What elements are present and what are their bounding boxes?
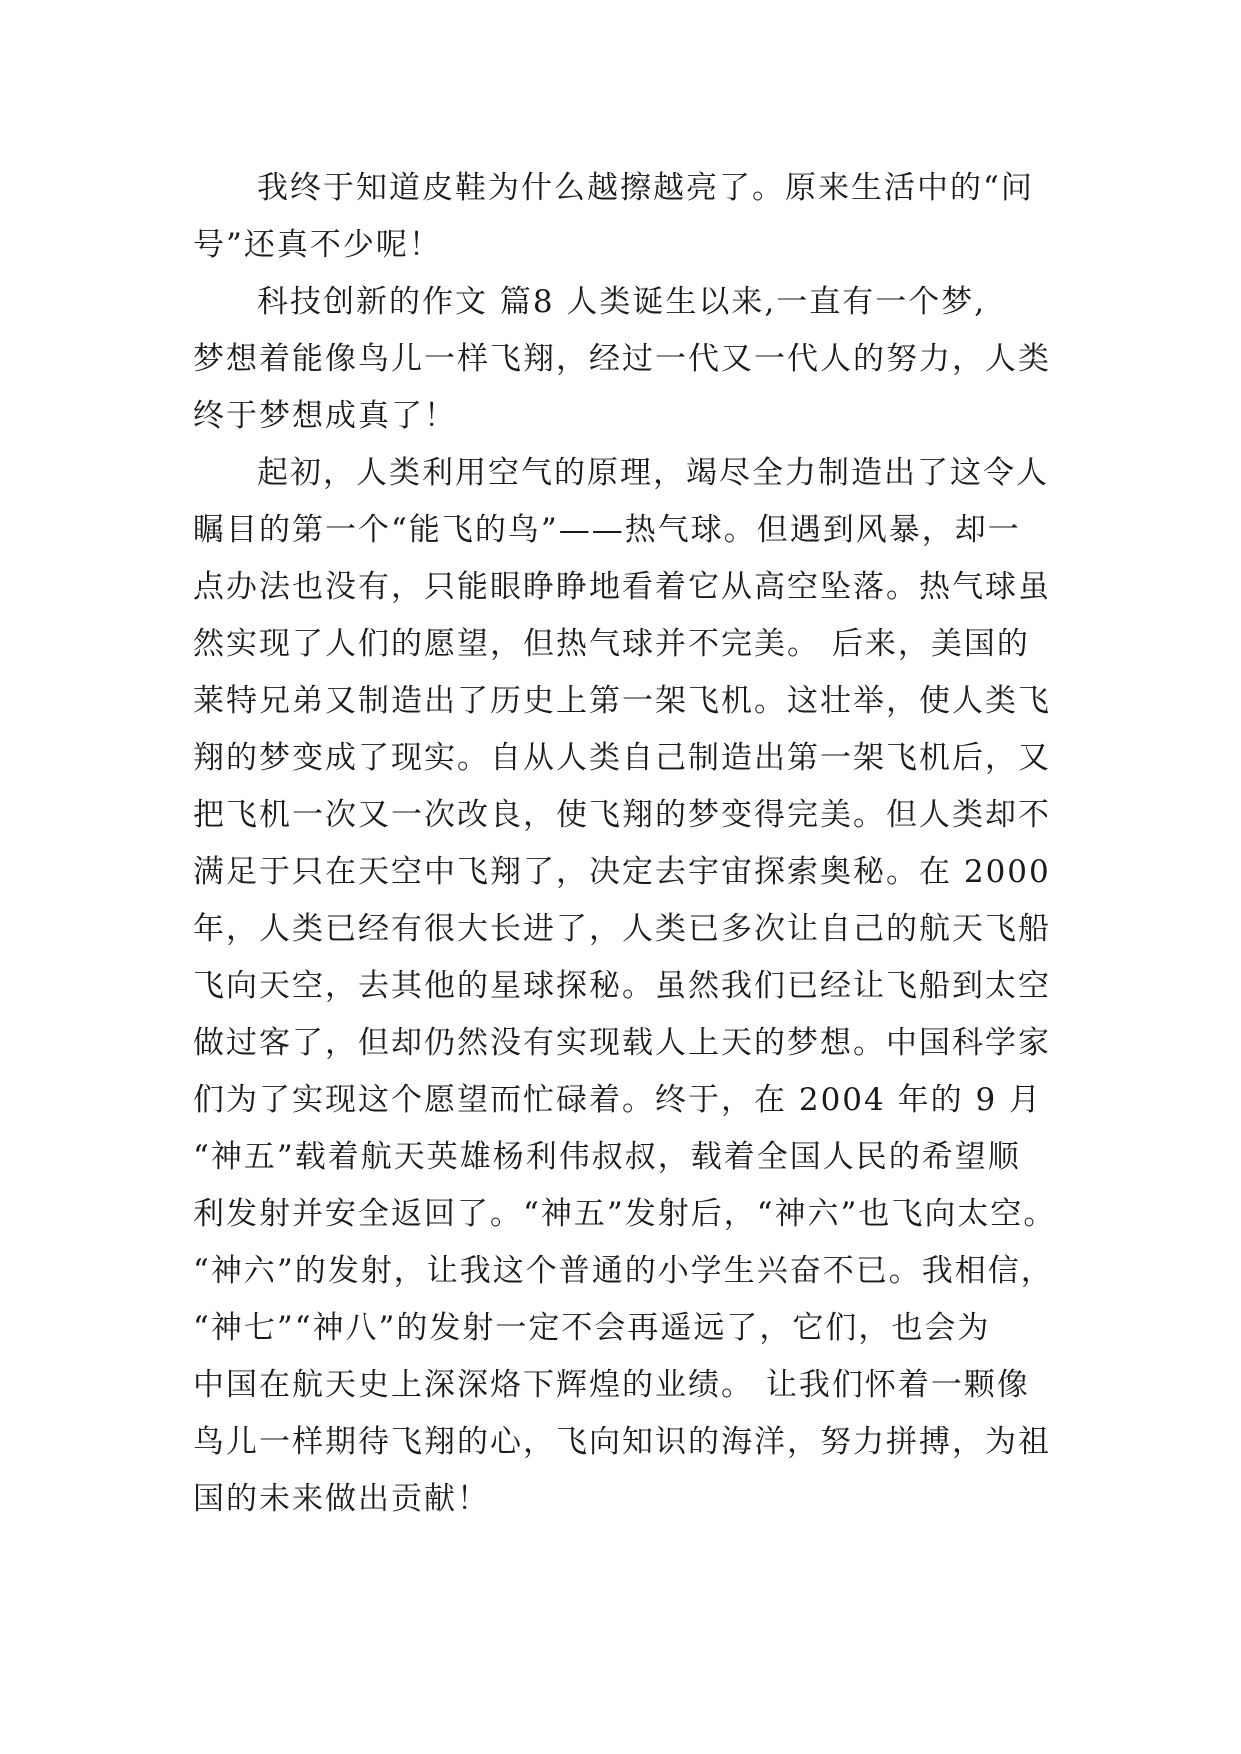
text-line: 把飞机一次又一次改良，使飞翔的梦变得完美。但人类却不 bbox=[193, 797, 1051, 833]
text-line: 瞩目的第一个“能飞的鸟”——热气球。但遇到风暴，却一 bbox=[193, 512, 1021, 548]
text-line: 莱特兄弟又制造出了历史上第一架飞机。这壮举，使人类飞 bbox=[193, 683, 1051, 719]
text-line: 号”还真不少呢！ bbox=[193, 227, 442, 263]
text-line: “神七”“神八”的发射一定不会再遥远了，它们，也会为 bbox=[193, 1310, 991, 1346]
text-line: 点办法也没有，只能眼睁睁地看着它从高空坠落。热气球虽 bbox=[193, 569, 1051, 605]
text-line: 满足于只在天空中飞翔了，决定去宇宙探索奥秘。在 2000 bbox=[193, 854, 1051, 890]
text-line: 做过客了，但却仍然没有实现载人上天的梦想。中国科学家 bbox=[193, 1025, 1051, 1061]
document-body bbox=[193, 160, 1073, 1528]
text-line: 梦想着能像鸟儿一样飞翔，经过一代又一代人的努力，人类 bbox=[193, 341, 1051, 377]
text-line: 终于梦想成真了！ bbox=[193, 398, 457, 434]
text-line: 国的未来做出贡献！ bbox=[193, 1481, 490, 1517]
text-line: 中国在航天史上深深烙下辉煌的业绩。 让我们怀着一颗像 bbox=[193, 1367, 1030, 1403]
text-line: 们为了实现这个愿望而忙碌着。终于，在 2004 年的 9 月 bbox=[193, 1082, 1043, 1118]
text-line: 我终于知道皮鞋为什么越擦越亮了。原来生活中的“问 bbox=[257, 170, 1034, 206]
text-line: 然实现了人们的愿望，但热气球并不完美。 后来，美国的 bbox=[193, 626, 1030, 662]
text-line: “神五”载着航天英雄杨利伟叔叔，载着全国人民的希望顺 bbox=[193, 1139, 1021, 1175]
text-line: 利发射并安全返回了。“神五”发射后，“神六”也飞向太空。 bbox=[193, 1196, 1057, 1232]
text-line: 科技创新的作文 篇8 人类诞生以来,一直有一个梦, bbox=[257, 284, 987, 320]
text-line: “神六”的发射，让我这个普通的小学生兴奋不已。我相信， bbox=[193, 1253, 1054, 1289]
text-line: 飞向天空，去其他的星球探秘。虽然我们已经让飞船到太空 bbox=[193, 968, 1051, 1004]
text-line: 起初，人类利用空气的原理，竭尽全力制造出了这令人 bbox=[257, 455, 1049, 491]
text-line: 鸟儿一样期待飞翔的心，飞向知识的海洋，努力拼搏，为祖 bbox=[193, 1424, 1051, 1460]
text-line: 翔的梦变成了现实。自从人类自己制造出第一架飞机后，又 bbox=[193, 740, 1051, 776]
text-line: 年，人类已经有很大长进了，人类已多次让自己的航天飞船 bbox=[193, 911, 1051, 947]
